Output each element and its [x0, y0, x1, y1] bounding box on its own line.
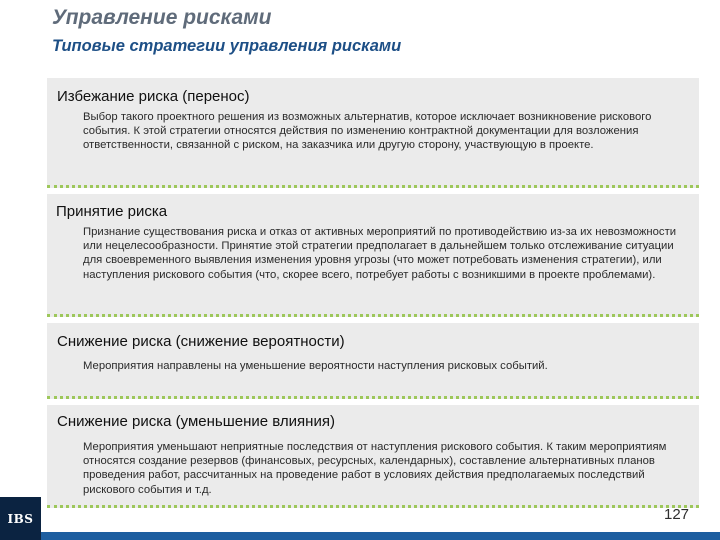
strategy-heading: Избежание риска (перенос) [57, 88, 250, 105]
strategy-description: Мероприятия уменьшают неприятные последствия от наступления рискового события. К таким мероприятиям относятся создание резервов (финансовых, ресурсных, календарных), составление альтернативных планов проведения работ, рассчитанных на проведение работ в условиях действия предполагаемых последствий рискового события и т.д. [83, 441, 667, 496]
strategy-block-avoidance [47, 78, 699, 188]
strategy-block-impact-reduction [47, 405, 699, 508]
page-subtitle: Типовые стратегии управления рисками [52, 37, 402, 55]
strategy-block-acceptance [47, 194, 699, 317]
page-number: 127 [664, 506, 690, 523]
strategy-heading: Принятие риска [56, 203, 168, 220]
strategy-description: Выбор такого проектного решения из возможных альтернатив, которое исключает возникновение рискового события. К этой стратегии относятся действия по изменению контрактной документации для возложения ответственности, связанной с риском, на заказчика или другую сторону, участвующую в проекте. [83, 111, 652, 152]
strategy-heading: Снижение риска (уменьшение влияния) [57, 413, 335, 430]
left-sidebar [0, 0, 41, 540]
strategy-heading: Снижение риска (снижение вероятности) [57, 333, 345, 350]
strategy-block-probability-reduction [47, 323, 699, 399]
strategy-description: Признание существования риска и отказ от активных мероприятий по противодействию из-за их невозможности или нецелесообразности. Принятие этой стратегии предполагает в дальнейшем только отслеживание ситуации для своевременного выявления изменения уровня угрозы (что может потребовать изменения стратегии), или наступления рискового события (что, скорее всего, потребует работы с возникшими в проекте проблемами). [83, 226, 677, 281]
ibs-logo: IBS [0, 497, 41, 540]
page-title: Управление рисками [52, 6, 272, 29]
strategy-description: Мероприятия направлены на уменьшение вероятности наступления рисковых событий. [83, 360, 548, 372]
bottom-accent-bar [41, 532, 720, 540]
